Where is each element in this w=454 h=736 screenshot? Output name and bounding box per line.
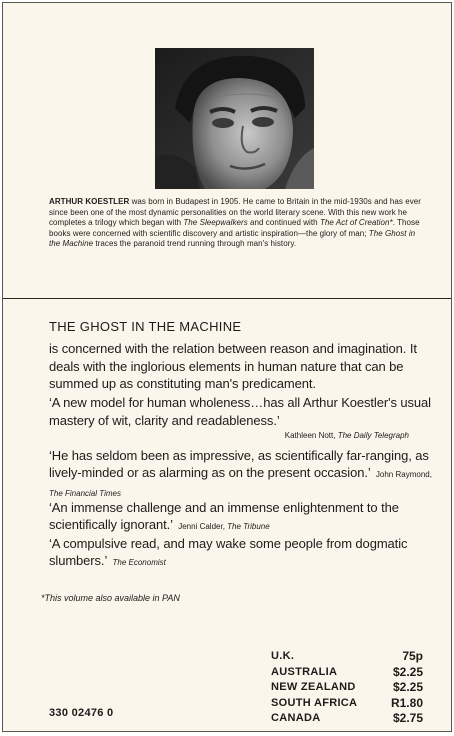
price-list <box>271 649 423 727</box>
book-title: THE GHOST IN THE MACHINE <box>49 319 242 334</box>
author-portrait-image <box>155 48 314 189</box>
book-title-act-of-creation: The Act of Creation* <box>319 218 393 228</box>
availability-footnote: *This volume also available in PAN <box>41 593 180 603</box>
review-quote-4: ‘A compulsive read, and may wake some people from dogmatic slumbers.’ The Economist <box>49 536 408 568</box>
review-source-3: Jenni Calder, The Tribune <box>178 522 270 531</box>
review-quote-1: ‘A new model for human wholeness…has all Arthur Koestler's usual mastery of wit, clarity and readableness.’ <box>49 395 431 428</box>
back-cover <box>2 2 452 732</box>
book-title-sleepwalkers: The Sleepwalkers <box>183 218 248 228</box>
price-row-uk: U.K. 75p <box>271 649 423 663</box>
review-source-1: Kathleen Nott, The Daily Telegraph <box>284 431 409 440</box>
book-title-ghost: The Ghost in the Machine <box>49 228 416 249</box>
review-source-2: John Raymond, The Financial Times <box>49 470 432 498</box>
price-row-south-africa: SOUTH AFRICA R1.80 <box>271 695 423 710</box>
review-quote-3: ‘An immense challenge and an immense enlightenment to the scientifically ignorant.’ Jenni Calder, The Tribune <box>49 500 399 532</box>
book-description: is concerned with the relation between reason and imagination. It deals with the inglorious elements in human nature that can be summed up as constituting man's predicament. <box>49 341 417 391</box>
review-quote-2: ‘He has seldom been as impressive, as scientifically far-ranging, as lively-minded or as alarming as on the present occasion.’ John Raymond, The Financial Times <box>49 448 432 498</box>
price-row-australia: AUSTRALIA $2.25 <box>271 664 423 679</box>
price-row-canada: CANADA $2.75 <box>271 711 423 725</box>
author-name: ARTHUR KOESTLER <box>49 197 130 206</box>
isbn-number: 330 02476 0 <box>49 707 114 719</box>
section-divider <box>3 298 452 299</box>
price-row-new-zealand: NEW ZEALAND $2.25 <box>271 680 423 694</box>
review-source-4: The Economist <box>112 558 166 567</box>
author-bio: ARTHUR KOESTLER was born in Budapest in 1905. He came to Britain in the mid-1930s and has ever since been one of the most dynamic personalities on the world literary scene. With this new work he completes a trilogy which began with The Sleepwalkers and continued with The Act of Creation*. Those books were concerned with scientific discovery and artistic inspiration—the glory of man; The Ghost in the Machine traces the paranoid trend running through man's history. <box>49 197 421 249</box>
author-photo <box>155 48 314 189</box>
